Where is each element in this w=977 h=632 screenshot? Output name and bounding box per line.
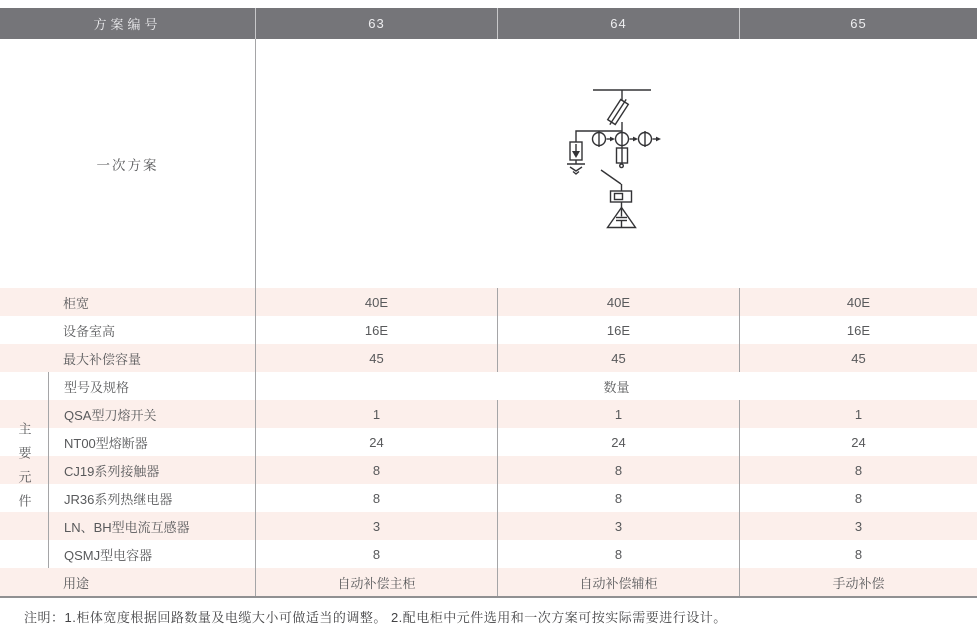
equipment-room-height-label: 设备室高: [0, 316, 255, 344]
cabinet-width-label: 柜宽: [0, 288, 255, 316]
footnote: 注明：1.柜体宽度根据回路数量及电缆大小可做适当的调整。 2.配电柜中元件选用和一次方案可按实际需要进行设计。: [24, 610, 727, 625]
cabinet-width-value-63: 40E: [255, 288, 497, 316]
current-transformer-icon: [616, 133, 639, 146]
usage-value-65: 手动补偿: [739, 568, 977, 596]
current-transformer-icon: [593, 131, 616, 147]
component-nt00-qty-64: 24: [497, 428, 739, 456]
component-ln-bh-qty-65: 3: [739, 512, 977, 540]
equipment-room-height-value-64: 16E: [497, 316, 739, 344]
max-compensation-capacity-label: 最大补偿容量: [0, 344, 255, 372]
equipment-room-height-value-63: 16E: [255, 316, 497, 344]
usage-label: 用途: [0, 568, 255, 596]
cabinet-width-value-65: 40E: [739, 288, 977, 316]
max-compensation-capacity-value-64: 45: [497, 344, 739, 372]
header-scheme-64: 64: [497, 8, 739, 39]
component-cj19-label: CJ19系列接触器: [48, 456, 255, 484]
component-ln-bh-qty-64: 3: [497, 512, 739, 540]
equipment-room-height-value-65: 16E: [739, 316, 977, 344]
usage-value-63: 自动补偿主柜: [255, 568, 497, 596]
quantity-header: 数量: [255, 372, 977, 400]
contactor-icon: [611, 191, 632, 209]
component-jr36-label: JR36系列热继电器: [48, 484, 255, 512]
main-components-group-label: 主要元件: [16, 422, 32, 518]
busbar-icon: [593, 90, 651, 101]
component-cj19-qty-63: 8: [255, 456, 497, 484]
component-cj19-qty-65: 8: [739, 456, 977, 484]
usage-value-64: 自动补偿辅柜: [497, 568, 739, 596]
single-line-circuit-diagram: [541, 39, 781, 288]
component-nt00-label: NT00型熔断器: [48, 428, 255, 456]
scheme-table: [0, 8, 977, 598]
component-qsa-qty-65: 1: [739, 400, 977, 428]
delta-capacitor-bank-icon: [608, 208, 636, 228]
current-transformer-icon: [639, 131, 662, 147]
component-jr36-qty-63: 8: [255, 484, 497, 512]
component-jr36-qty-65: 8: [739, 484, 977, 512]
header-scheme-65: 65: [739, 8, 977, 39]
component-qsmj-label: QSMJ型电容器: [48, 540, 255, 568]
component-qsmj-qty-64: 8: [497, 540, 739, 568]
header-scheme-63: 63: [255, 8, 497, 39]
max-compensation-capacity-value-65: 45: [739, 344, 977, 372]
model-spec-label: 型号及规格: [48, 372, 255, 400]
component-qsa-qty-63: 1: [255, 400, 497, 428]
component-qsmj-qty-63: 8: [255, 540, 497, 568]
component-jr36-qty-64: 8: [497, 484, 739, 512]
component-nt00-qty-65: 24: [739, 428, 977, 456]
component-qsmj-qty-65: 8: [739, 540, 977, 568]
cabinet-width-value-64: 40E: [497, 288, 739, 316]
primary-scheme-label: 一次方案: [0, 39, 255, 288]
knife-fuse-switch-icon: [606, 97, 630, 127]
earth-icon: [567, 164, 585, 174]
max-compensation-capacity-value-63: 45: [255, 344, 497, 372]
surge-arrester-icon: [570, 131, 622, 164]
header-scheme-number-label: 方案编号: [0, 8, 255, 39]
component-cj19-qty-64: 8: [497, 456, 739, 484]
component-qsa-qty-64: 1: [497, 400, 739, 428]
switch-contact-icon: [601, 164, 623, 191]
component-qsa-label: QSA型刀熔开关: [48, 400, 255, 428]
component-ln-bh-label: LN、BH型电流互感器: [48, 512, 255, 540]
primary-scheme-diagram-cell: [255, 39, 977, 288]
component-nt00-qty-63: 24: [255, 428, 497, 456]
component-ln-bh-qty-63: 3: [255, 512, 497, 540]
